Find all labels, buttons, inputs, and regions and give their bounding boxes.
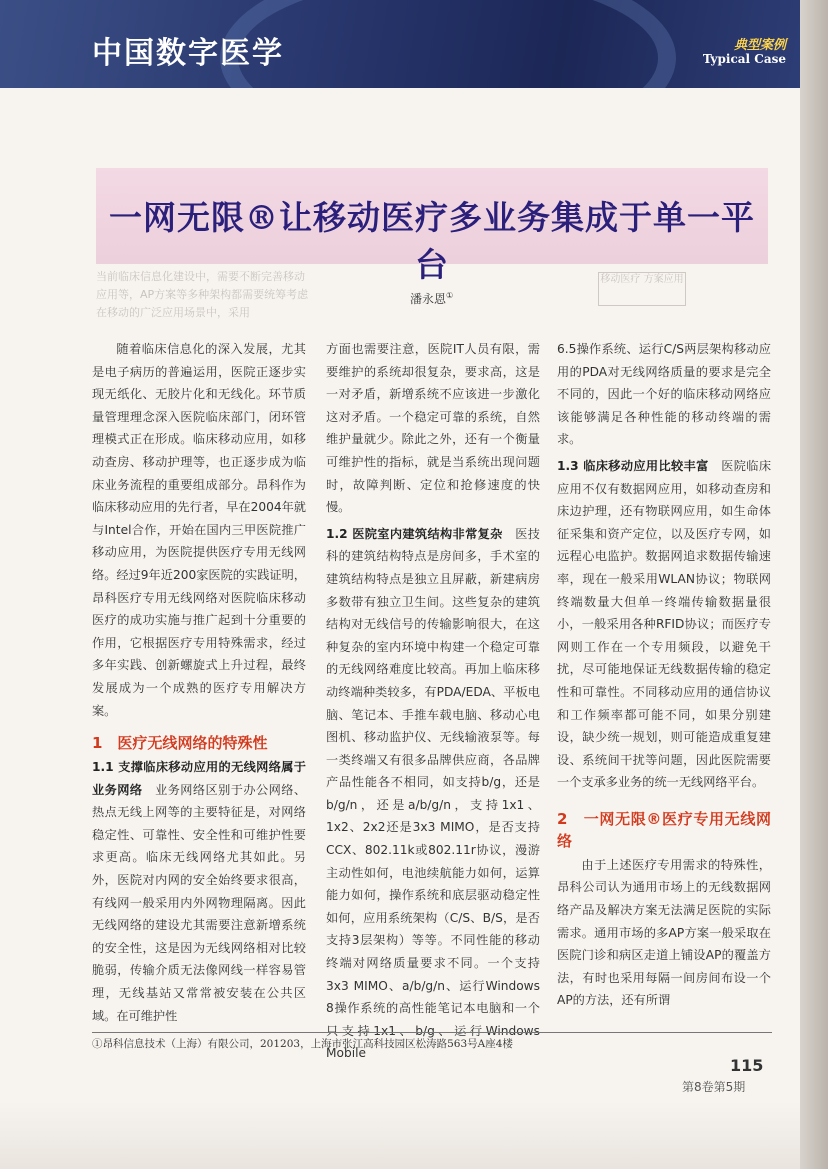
footnote-divider xyxy=(92,1032,772,1033)
column-3 xyxy=(557,338,771,1012)
author-name: 潘永恩 xyxy=(410,292,447,306)
paragraph: 随着临床信息化的深入发展，尤其是电子病历的普遍运用，医院正逐步实现无纸化、无胶片化和无线化。环节质量管理理念深入医院临床部门，闭环管理模式正在形成。临床移动应用，如移动查房、移动护理等，也正逐步成为临床业务流程的重要组成部分。昂科作为临床移动应用的先行者，早在2004年就与Intel合作，开始在国内三甲医院推广移动应用，为医院提供医疗专用无线网络。经过9年近200家医院的实践证明，昂科医疗专用无线网络对医院临床移动医疗的成功实施与推广起到十分重要的作用，它根据医疗专用特殊需求，经过多年实践、创新螺旋式上升过程，最终发展成为一个成熟的医疗专用解决方案。 xyxy=(92,342,306,718)
paragraph: 6.5操作系统、运行C/S两层架构移动应用的PDA对无线网络质量的要求是完全不同的，因此一个好的临床移动网络应该能够满足各种性能的移动终端的需求。 xyxy=(557,342,771,447)
banner-decoration xyxy=(220,0,676,88)
book-binding-edge xyxy=(800,0,828,1169)
column-2 xyxy=(326,338,540,1065)
subheading-1-2: 1.2 医院室内建筑结构非常复杂 xyxy=(326,526,503,541)
header-banner xyxy=(0,0,800,88)
section-heading-1: 1 医疗无线网络的特殊性 xyxy=(92,734,268,753)
paragraph xyxy=(557,455,771,794)
paragraph xyxy=(92,756,306,1027)
subheading-1-1: 1.1 支撑临床移动应用的无线网络属于业务网络 xyxy=(92,760,306,797)
bleed-through-box: 移动医疗 方案应用 xyxy=(598,272,686,306)
author-line xyxy=(410,290,453,307)
column-1 xyxy=(92,338,306,1027)
ghost-line: 应用等，AP方案等多种架构都需要统筹考虑 xyxy=(96,288,309,301)
paragraph-text: 医技科的建筑结构特点是房间多，手术室的建筑结构特点是独立且屏蔽，新建病房多数带有独立卫生间。这些复杂的建筑结构对无线信号的传输影响很大，在这种复杂的室内环境中构建一个稳定可靠的无线网络难度比较高。再加上临床移动终端种类较多，有PDA/EDA、平板电脑、笔记本、手推车载电脑、移动心电图机、移动监护仪、无线输液泵等。每一类终端又有很多品牌供应商，各品牌产品性能各不相同，如支持b/g，还是b/g/n，还是a/b/g/n，支持1x1、1x2、2x2还是3x3 MIMO，是否支持CCX、802.11k或802.11r协议，漫游主动性如何，电池续航能力如何，运算能力如何，操作系统和底层驱动稳定性如何，应用系统架构（C/S、B/S，是否支持3层架构）等等。不同性能的移动终端对网络质量要求不同。一个支持3x3 MIMO、a/b/g/n、运行Windows 8操作系统的高性能笔记本电脑和一个只支持1x1、b/g、运行Windows Mobile xyxy=(326,526,540,1061)
section-label-zh: 典型案例 xyxy=(733,38,786,53)
paragraph xyxy=(326,523,540,1065)
article-title: 一网无限®让移动医疗多业务集成于单一平台 xyxy=(109,198,755,284)
paragraph: 由于上述医疗专用需求的特殊性，昂科公司认为通用市场上的无线数据网络产品及解决方案无法满足医院的实际需求。通用市场的多AP方案一般采取在医院门诊和病区走道上铺设AP的覆盖方法，有时也采用每隔一间房间布设一个AP的方法，还有所谓 xyxy=(557,857,771,1008)
journal-logo: 中国数字医学 xyxy=(92,36,284,71)
section-label-en: Typical Case xyxy=(702,52,786,66)
ghost-line: 当前临床信息化建设中，需要不断完善移动 xyxy=(96,270,305,283)
issue-label: 第8卷第5期 xyxy=(682,1080,746,1094)
ghost-line: 在移动的广泛应用场景中，采用 xyxy=(96,306,250,319)
subheading-1-3: 1.3 临床移动应用比较丰富 xyxy=(557,458,709,473)
footnote: ①昂科信息技术（上海）有限公司，201203，上海市张江高科技园区松涛路563号A座4楼 xyxy=(92,1038,513,1050)
section-heading-2: 2 一网无限®医疗专用无线网络 xyxy=(557,809,771,850)
paragraph-text: 业务网络区别于办公网络、热点无线上网等的主要特征是，对网络稳定性、可靠性、安全性和可维护性要求更高。临床无线网络尤其如此。另外，医院对内网的安全始终要求很高，有线网一般采用内外网物理隔离。因此无线网络的建设尤其需要注意新增系统的安全性，这是因为无线网络相对比较脆弱，传输介质无法像网线一样容易管理，无线基站又常常被安装在公共区域。在可维护性 xyxy=(92,782,307,1023)
paragraph: 方面也需要注意，医院IT人员有限，需要维护的系统却很复杂，要求高，这是一对矛盾，新增系统不应该进一步激化这对矛盾。一个稳定可靠的系统，自然维护量就少。除此之外，还有一个衡量可维护性的指标，就是当系统出现问题时，故障判断、定位和抢修速度的快慢。 xyxy=(326,342,540,515)
page-bottom-shade xyxy=(0,1100,800,1169)
paragraph-text: 医院临床应用不仅有数据网应用，如移动查房和床边护理，还有物联网应用，如生命体征采集和资产定位，以及医疗专网，如远程心电监护。数据网追求数据传输速率，现在一般采用WLAN协议；物联网终端数量大但单一终端传输数据量很小，一般采用各种RFID协议；而医疗专网则工作在一个专用频段，以避免干扰，尽可能地保证无线数据传输的稳定性和可靠性。不同移动应用的通信协议和工作频率都可能不同，如果分别建设，缺少统一规划，则可能造成重复建设、系统间干扰等问题，因此医院需要一个支承多业务的统一无线网络平台。 xyxy=(557,458,772,790)
bleed-through-text xyxy=(96,268,546,328)
page-number: 115 xyxy=(730,1056,764,1075)
author-footnote-mark: ① xyxy=(446,291,454,300)
